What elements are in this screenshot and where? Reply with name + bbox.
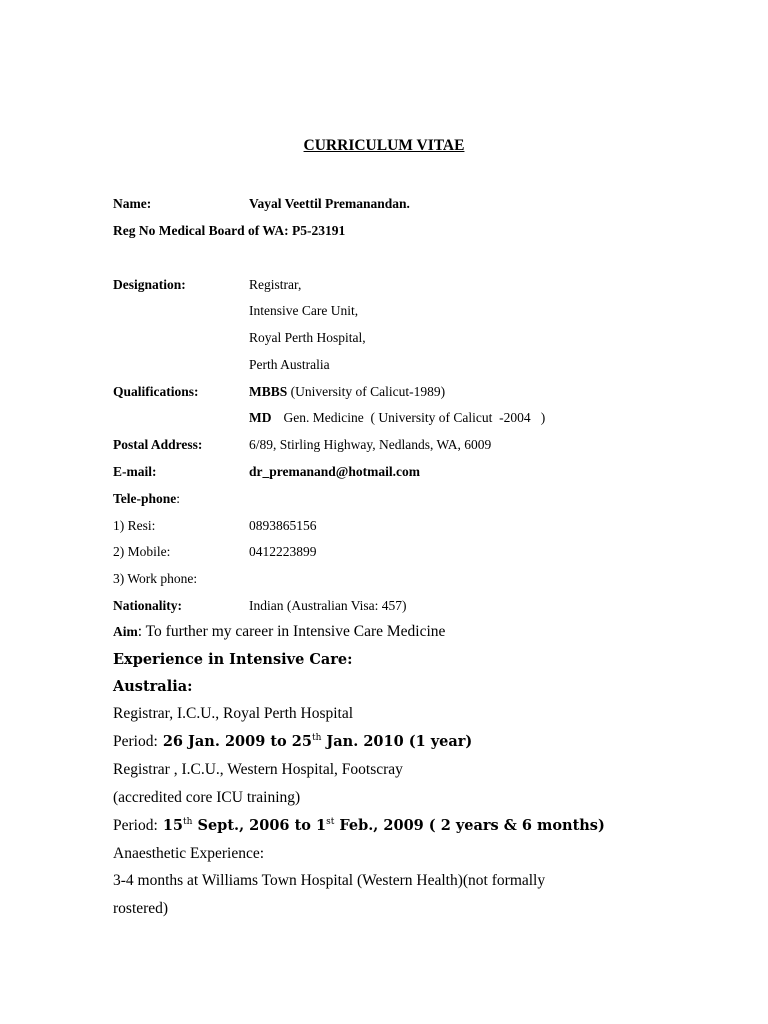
qualification-2: [249, 409, 545, 427]
designation-line: Perth Australia: [249, 357, 330, 372]
qualification-1: [249, 383, 445, 401]
designation-label: Designation:: [113, 277, 186, 292]
designation-line: Intensive Care Unit,: [249, 303, 359, 318]
aim-line: [113, 622, 445, 642]
email-label: E-mail:: [113, 464, 157, 479]
period-2-end: Feb., 2009 ( 2 years & 6 months): [334, 817, 605, 834]
resi-phone-value: 0893865156: [249, 518, 317, 533]
telephone-colon: :: [176, 491, 181, 506]
qualification-2-detail: Gen. Medicine ( University of Calicut -2004 ): [283, 410, 546, 425]
period-1-label: Period:: [113, 733, 158, 750]
period-1: [113, 732, 472, 752]
mobile-phone-label: 2) Mobile:: [113, 544, 171, 559]
registration-line: Reg No Medical Board of WA: P5-23191: [113, 223, 346, 238]
anaesthetic-line-1: 3-4 months at Williams Town Hospital (Western Health)(not formally: [113, 872, 546, 889]
period-1-start: 26 Jan. 2009 to 25: [157, 733, 312, 750]
designation-line: Royal Perth Hospital,: [249, 330, 366, 345]
name-label: Name:: [113, 196, 152, 211]
telephone-heading: [113, 490, 180, 508]
mobile-phone-value: 0412223899: [249, 544, 317, 559]
job-2: Registrar , I.C.U., Western Hospital, Footscray: [113, 761, 403, 778]
qualification-1-detail: (University of Calicut-1989): [287, 384, 446, 399]
name-value: Vayal Veettil Premanandan.: [249, 196, 410, 211]
anaesthetic-line-2: rostered): [113, 900, 169, 917]
aim-label: Aim: [113, 624, 138, 639]
email-value: dr_premanand@hotmail.com: [249, 464, 420, 479]
job-1: Registrar, I.C.U., Royal Perth Hospital: [113, 705, 354, 722]
postal-address-label: Postal Address:: [113, 437, 203, 452]
qualification-1-degree: MBBS: [249, 384, 288, 399]
period-2: [113, 816, 605, 836]
postal-address-value: 6/89, Stirling Highway, Nedlands, WA, 6009: [249, 437, 492, 452]
work-phone-label: 3) Work phone:: [113, 571, 198, 586]
nationality-label: Nationality:: [113, 598, 182, 613]
nationality-value: Indian (Australian Visa: 457): [249, 598, 407, 613]
period-2-start: 15: [157, 817, 184, 834]
period-2-label: Period:: [113, 817, 158, 834]
job-2-note: (accredited core ICU training): [113, 789, 301, 806]
resi-phone-label: 1) Resi:: [113, 518, 156, 533]
period-1-sup: th: [311, 733, 322, 743]
period-2-sup-1: th: [183, 817, 193, 827]
country-heading: Australia:: [113, 678, 193, 695]
qualifications-label: Qualifications:: [113, 384, 199, 399]
period-2-middle: Sept., 2006 to 1: [192, 817, 327, 834]
designation-line: Registrar,: [249, 277, 302, 292]
aim-text: : To further my career in Intensive Care Medicine: [137, 623, 446, 640]
anaesthetic-heading: Anaesthetic Experience:: [113, 845, 265, 862]
experience-heading: Experience in Intensive Care:: [113, 651, 353, 668]
telephone-label: Tele-phone: [113, 491, 177, 506]
period-2-sup-2: st: [326, 817, 335, 827]
document-title: CURRICULUM VITAE: [303, 137, 465, 154]
qualification-2-degree: MD: [249, 410, 272, 425]
period-1-end: Jan. 2010 (1 year): [321, 733, 473, 750]
